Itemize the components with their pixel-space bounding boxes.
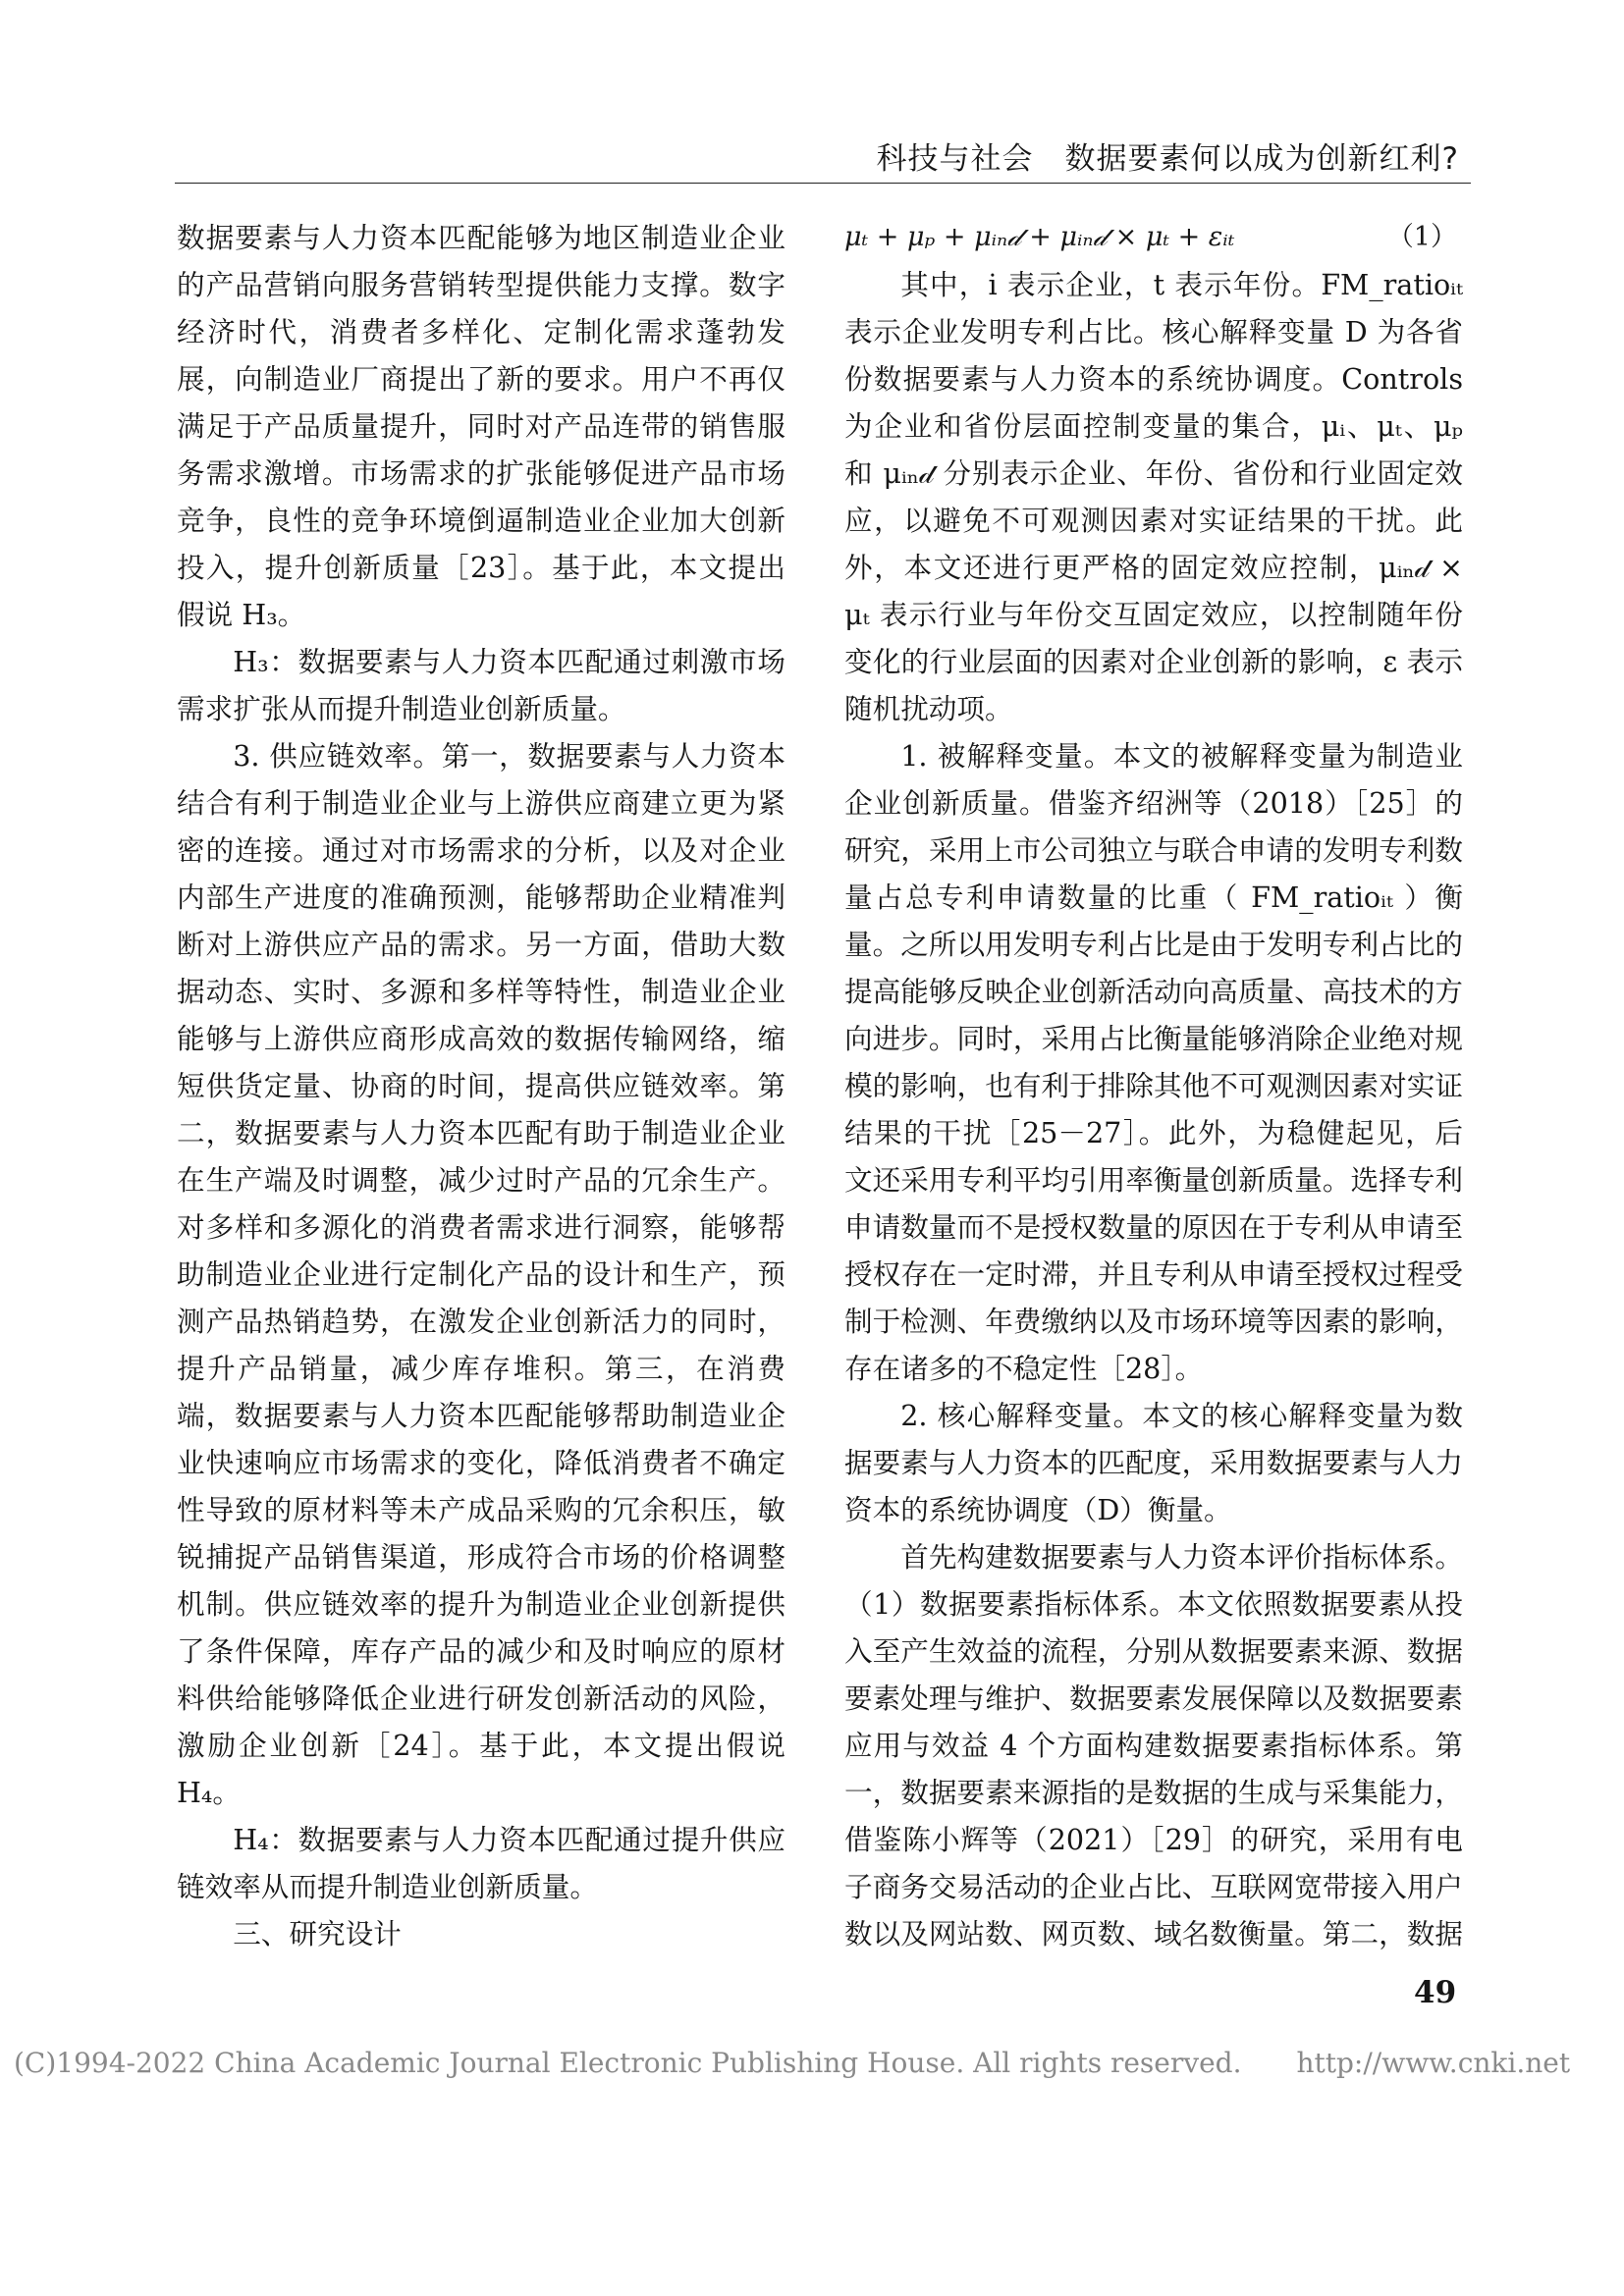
paragraph-dependent-variable: 1. 被解释变量。本文的被解释变量为制造业企业创新质量。借鉴齐绍洲等（2018）［25］的研究，采用上市公司独立与联合申请的发明专利数量占总专利申请数量的比重（ FM_ratioᵢₜ ）衡量。之所以用发明专利占比是由于发明专利占比的提高能够反映企业创新活动向高质量、高技术的方向进步。同时，采用占比衡量能够消除企业绝对规模的影响，也有利于排除其他不可观测因素对实证结果的干扰［25－27］。此外，为稳健起见，后文还采用专利平均引用率衡量创新质量。选择专利申请数量而不是授权数量的原因在于专利从申请至授权存在一定时滞，并且专利从申请至授权过程受制于检测、年费缴纳以及市场环境等因素的影响，存在诸多的不稳定性［28］。 bbox=[844, 739, 1463, 1385]
hypothesis-h4: H₄：数据要素与人力资本匹配通过提升供应链效率从而提升制造业创新质量。 bbox=[177, 1823, 785, 1903]
paragraph-supply-chain: 3. 供应链效率。第一，数据要素与人力资本结合有利于制造业企业与上游供应商建立更为紧密的连接。通过对市场需求的分析，以及对企业内部生产进度的准确预测，能够帮助企业精准判断对上游供应产品的需求。另一方面，借助大数据动态、实时、多源和多样等特性，制造业企业能够与上游供应商形成高效的数据传输网络，缩短供货定量、协商的时间，提高供应链效率。第二，数据要素与人力资本匹配有助于制造业企业在生产端及时调整，减少过时产品的冗余生产。对多样和多源化的消费者需求进行洞察，能够帮助制造业企业进行定制化产品的设计和生产，预测产品热销趋势，在激发企业创新活力的同时，提升产品销量，减少库存堆积。第三，在消费端，数据要素与人力资本匹配能够帮助制造业企业快速响应市场需求的变化，降低消费者不确定性导致的原材料等未产成品采购的冗余积压，敏锐捕捉产品销售渠道，形成符合市场的价格调整机制。供应链效率的提升为制造业企业创新提供了条件保障，库存产品的减少和及时响应的原材料供给能够降低企业进行研发创新活动的风险，激励企业创新［24］。基于此，本文提出假说 H₄。 bbox=[177, 739, 785, 1809]
hypothesis-h3: H₃：数据要素与人力资本匹配通过刺激市场需求扩张从而提升制造业创新质量。 bbox=[177, 645, 785, 725]
paragraph-core-variable: 2. 核心解释变量。本文的核心解释变量为数据要素与人力资本的匹配度，采用数据要素与人力资本的系统协调度（D）衡量。 bbox=[844, 1399, 1463, 1526]
copyright-notice: (C)1994-2022 China Academic Journal Electronic Publishing House. All rights reserved. http://www.cnki.net bbox=[14, 2047, 1571, 2079]
running-header bbox=[175, 133, 1471, 181]
paragraph-index-system: 首先构建数据要素与人力资本评价指标体系。（1）数据要素指标体系。本文依照数据要素从投入至产生效益的流程，分别从数据要素来源、数据要素处理与维护、数据要素发展保障以及数据要素应用与效益 4 个方面构建数据要素指标体系。第一，数据要素来源指的是数据的生成与采集能力，借鉴陈小辉等（2021）［29］的研究，采用有电子商务交易活动的企业占比、互联网宽带接入用户数以及网站数、网页数、域名数衡量。第二，数据 bbox=[844, 1540, 1463, 1950]
page-number: 49 bbox=[1414, 1975, 1457, 2010]
right-column bbox=[844, 214, 1463, 1951]
header-title: 科技与社会 数据要素何以成为创新红利? bbox=[876, 141, 1459, 177]
equation-number: （1） bbox=[1386, 222, 1457, 252]
paragraph-variables: 其中，i 表示企业，t 表示年份。FM_ratioᵢₜ 表示企业发明专利占比。核心解释变量 D 为各省份数据要素与人力资本的系统协调度。Controls 为企业和省份层面控制变量的集合，μᵢ、μₜ、μₚ 和 μᵢₙ𝒹 分别表示企业、年份、省份和行业固定效应，以避免不可观测因素对实证结果的干扰。此外，本文还进行更严格的固定效应控制，μᵢₙ𝒹 × μₜ 表示行业与年份交互固定效应，以控制随年份变化的行业层面的因素对企业创新的影响，ε 表示随机扰动项。 bbox=[844, 268, 1463, 725]
header-rule bbox=[175, 183, 1471, 184]
paragraph: 数据要素与人力资本匹配能够为地区制造业企业的产品营销向服务营销转型提供能力支撑。数字经济时代，消费者多样化、定制化需求蓬勃发展，向制造业厂商提出了新的要求。用户不再仅满足于产品质量提升，同时对产品连带的销售服务需求激增。市场需求的扩张能够促进产品市场竞争，良性的竞争环境倒逼制造业企业加大创新投入，提升创新质量［23］。基于此，本文提出假说 H₃。 bbox=[177, 221, 785, 631]
equation-line-2 bbox=[844, 214, 1463, 261]
section-heading: 三、研究设计 bbox=[233, 1917, 402, 1950]
equation-text: μₜ + μₚ + μᵢₙ𝒹 + μᵢₙ𝒹 × μₜ + εᵢₜ bbox=[844, 222, 1235, 252]
left-column bbox=[177, 214, 785, 1951]
